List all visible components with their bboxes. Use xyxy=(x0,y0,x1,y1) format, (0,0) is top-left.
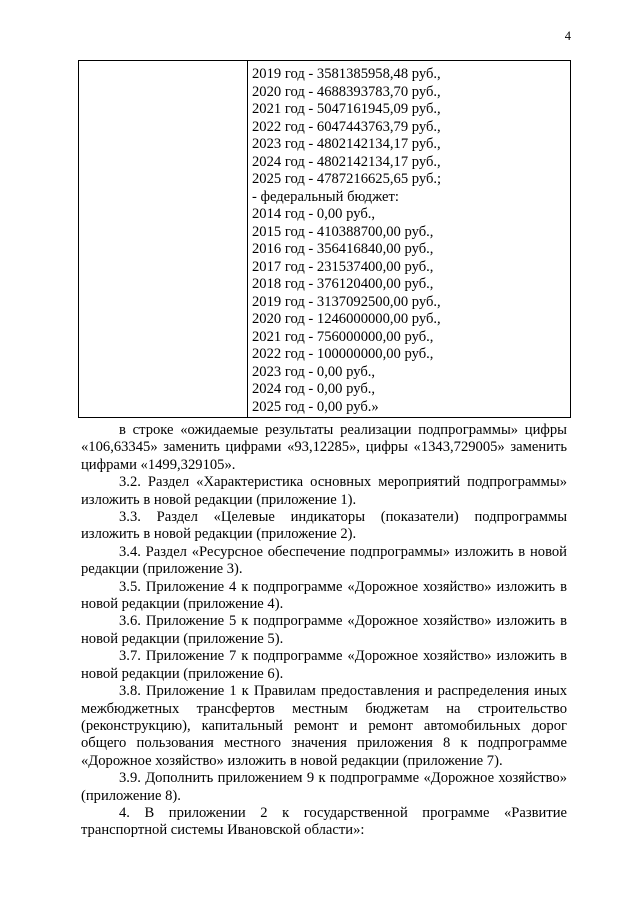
funding-line: 2024 год - 4802142134,17 руб., xyxy=(252,153,441,170)
document-body xyxy=(81,422,567,840)
funding-line: 2022 год - 6047443763,79 руб., xyxy=(252,118,441,135)
funding-line: - федеральный бюджет: xyxy=(252,188,399,205)
funding-line: 2023 год - 0,00 руб., xyxy=(252,363,376,380)
funding-line: 2015 год - 410388700,00 руб., xyxy=(252,223,434,240)
funding-line: 2019 год - 3137092500,00 руб., xyxy=(252,293,441,310)
funding-line: 2020 год - 4688393783,70 руб., xyxy=(252,83,441,100)
funding-line: 2021 год - 756000000,00 руб., xyxy=(252,328,434,345)
funding-line: 2025 год - 4787216625,65 руб.; xyxy=(252,171,442,187)
funding-line: 2022 год - 100000000,00 руб., xyxy=(252,346,434,362)
funding-line: 2019 год - 3581385958,48 руб., xyxy=(252,66,441,82)
funding-table xyxy=(78,60,571,418)
table-value-cell xyxy=(248,61,571,418)
paragraph-3-3: 3.3. Раздел «Целевые индикаторы (показатели) подпрограммы изложить в новой редакции (приложение 2). xyxy=(81,509,567,543)
paragraph-3-4: 3.4. Раздел «Ресурсное обеспечение подпрограммы» изложить в новой редакции (приложение 3). xyxy=(81,543,567,578)
funding-line: 2024 год - 0,00 руб., xyxy=(252,381,376,397)
funding-line: 2021 год - 5047161945,09 руб., xyxy=(252,101,441,117)
paragraph-results-amendment: в строке «ожидаемые результаты реализации подпрограммы» цифры «106,63345» заменить цифрами «93,12285», цифры «1343,729005» заменить цифрами «1499,329105». xyxy=(81,422,567,473)
funding-line: 2014 год - 0,00 руб., xyxy=(252,206,376,222)
paragraph-3-5: 3.5. Приложение 4 к подпрограмме «Дорожное хозяйство» изложить в новой редакции (приложение 4). xyxy=(81,578,567,613)
paragraph-3-2: 3.2. Раздел «Характеристика основных мероприятий подпрограммы» изложить в новой редакции (приложение 1). xyxy=(81,474,567,508)
page-number: 4 xyxy=(564,29,571,43)
funding-line: 2020 год - 1246000000,00 руб., xyxy=(252,311,441,327)
paragraph-3-6: 3.6. Приложение 5 к подпрограмме «Дорожное хозяйство» изложить в новой редакции (приложение 5). xyxy=(81,613,567,647)
paragraph-3-9: 3.9. Дополнить приложением 9 к подпрограмме «Дорожное хозяйство» (приложение 8). xyxy=(81,770,567,804)
funding-line: 2016 год - 356416840,00 руб., xyxy=(252,241,434,257)
funding-line: 2023 год - 4802142134,17 руб., xyxy=(252,136,441,152)
table-row xyxy=(79,61,571,418)
paragraph-4: 4. В приложении 2 к государственной программе «Развитие транспортной системы Ивановской области»: xyxy=(81,804,567,839)
funding-line: 2017 год - 231537400,00 руб., xyxy=(252,258,434,275)
funding-line: 2018 год - 376120400,00 руб., xyxy=(252,276,434,292)
table-label-cell xyxy=(79,61,248,418)
paragraph-3-7: 3.7. Приложение 7 к подпрограмме «Дорожное хозяйство» изложить в новой редакции (приложение 6). xyxy=(81,648,567,682)
funding-line: 2025 год - 0,00 руб.» xyxy=(252,398,379,415)
paragraph-3-8: 3.8. Приложение 1 к Правилам предоставления и распределения иных межбюджетных трансфертов местным бюджетам на строительство (реконструкцию), капитальный ремонт и ремонт автомобильных дорог общего пользования местного значения приложения 8 к подпрограмме «Дорожное хозяйство» изложить в новой редакции (приложение 7). xyxy=(81,683,567,769)
